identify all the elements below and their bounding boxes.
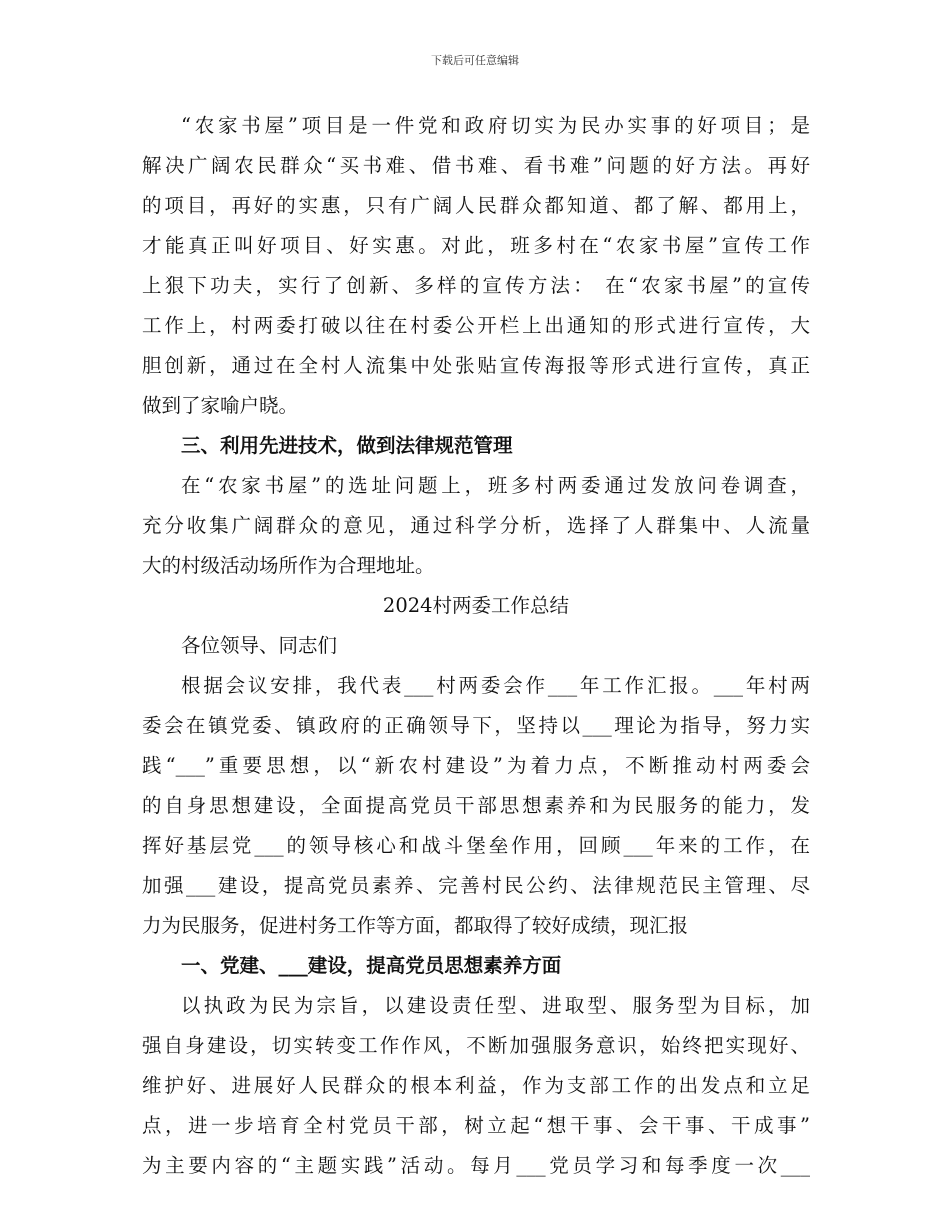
page-header: 下载后可任意编辑 [431, 54, 519, 67]
paragraph-line: 上狠下功夫，实行了创新、多样的宣传方法： 在“农家书屋”的宣传 [142, 274, 810, 297]
paragraph-line: 解决广阔农民群众“买书难、借书难、看书难”问题的好方法。再好 [142, 154, 810, 177]
paragraph-line: 的项目，再好的实惠，只有广阔人民群众都知道、都了解、都用上， [142, 194, 810, 217]
paragraph-line: 力为民服务，促进村务工作等方面，都取得了较好成绩，现汇报 [142, 914, 689, 937]
paragraph-line: 在“农家书屋”的选址问题上，班多村两委通过发放问卷调查， [181, 474, 810, 497]
paragraph-line: “农家书屋”项目是一件党和政府切实为民办实事的好项目；是 [181, 114, 810, 137]
paragraph-line: 根据会议安排，我代表___村两委会作___年工作汇报。___年村两 [181, 674, 810, 697]
section-heading: 三、利用先进技术，做到法律规范管理 [181, 434, 513, 457]
paragraph-line: 做到了家喻户晓。 [142, 394, 299, 417]
paragraph-line: 为主要内容的“主题实践”活动。每月___党员学习和每季度一次___ [142, 1154, 810, 1177]
paragraph-line: 点，进一步培育全村党员干部，树立起“想干事、会干事、干成事” [142, 1114, 810, 1137]
paragraph-line: 维护好、进展好人民群众的根本利益，作为支部工作的出发点和立足 [142, 1074, 810, 1097]
paragraph-line: 才能真正叫好项目、好实惠。对此，班多村在“农家书屋”宣传工作 [142, 234, 810, 257]
paragraph-line: 大的村级活动场所作为合理地址。 [142, 554, 435, 577]
paragraph-line: 委会在镇党委、镇政府的正确领导下，坚持以___理论为指导，努力实 [142, 714, 810, 737]
paragraph-line: 的自身思想建设，全面提高党员干部思想素养和为民服务的能力，发 [142, 794, 810, 817]
document-title: 2024村两委工作总结 [382, 594, 570, 617]
paragraph-line: 以执政为民为宗旨，以建设责任型、进取型、服务型为目标，加 [181, 994, 810, 1017]
salutation: 各位领导、同志们 [181, 634, 338, 657]
paragraph-line: 强自身建设，切实转变工作作风，不断加强服务意识，始终把实现好、 [142, 1034, 810, 1057]
paragraph-line: 践“___”重要思想，以“新农村建设”为着力点，不断推动村两委会 [142, 754, 810, 777]
paragraph-line: 工作上，村两委打破以往在村委公开栏上出通知的形式进行宣传，大 [142, 314, 810, 337]
paragraph-line: 充分收集广阔群众的意见，通过科学分析，选择了人群集中、人流量 [142, 514, 810, 537]
paragraph-line: 胆创新，通过在全村人流集中处张贴宣传海报等形式进行宣传，真正 [142, 354, 810, 377]
document-body [142, 106, 810, 1186]
section-heading: 一、党建、___建设，提高党员思想素养方面 [181, 954, 562, 977]
paragraph-line: 加强___建设，提高党员素养、完善村民公约、法律规范民主管理、尽 [142, 874, 810, 897]
paragraph-line: 挥好基层党___的领导核心和战斗堡垒作用，回顾___年来的工作，在 [142, 834, 810, 857]
